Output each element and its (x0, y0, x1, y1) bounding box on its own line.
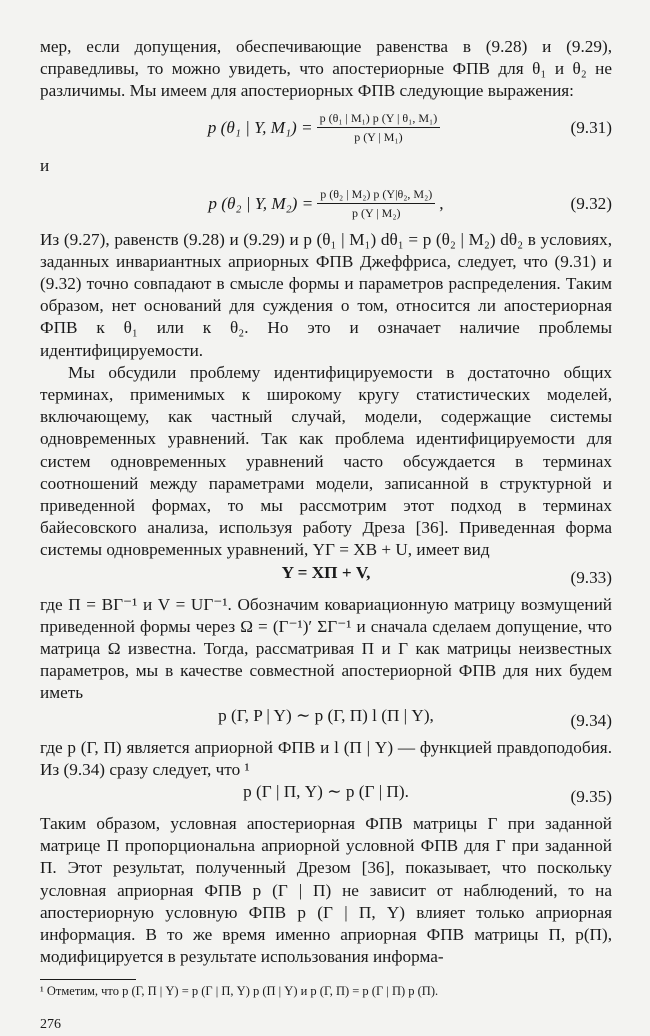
equation-9-31-lhs: p (θ₁ | Y, M₁) = (207, 117, 313, 137)
equation-9-32-denominator: p (Y | M₂) (352, 206, 401, 221)
equation-9-33-expr: Y = XΠ + V, (281, 562, 371, 582)
equation-9-32-numerator: p (θ₂ | M₂) p (Y|θ₂, M₂) (317, 187, 435, 204)
equation-9-34-label: (9.34) (570, 710, 612, 730)
footnote: ¹ Отметим, что p (Γ, Π | Y) = p (Γ | Π, Y) p (Π | Y) и p (Γ, Π) = p (Γ | Π) p (Π). (40, 983, 439, 998)
paragraph-1: мер, если допущения, обеспечивающие равенства в (9.28) и (9.29), справедливы, то можно увидеть, что апостериорные ФПВ для θ₁ и θ₂ не различимы. Мы имеем для апостериорных ФПВ следующие выражения: (40, 37, 612, 101)
paragraph-6: Таким образом, условная апостериорная ФПВ матрицы Γ при заданной матрице Π пропорциональна априорной условной ФПВ для Γ при заданной Π. Этот результат, полученный Дрезом [36], показывает, что поскольку условная априорная ФПВ p (Γ | Π) не зависит от наблюдений, то на апостериорную условную ФПВ p (Γ | Π, Y) влияет только априорная информация. В то же время именно априорная ФПВ матрицы Π, p(Π), модифицируется в результате использования информа- (40, 814, 612, 967)
equation-9-32-comma: , (439, 193, 444, 213)
equation-9-35-label: (9.35) (570, 786, 612, 806)
equation-9-31 (40, 103, 612, 153)
equation-9-35-expr: p (Γ | Π, Y) ∼ p (Γ | Π). (243, 782, 409, 802)
equation-9-31-denominator: p (Y | M₁) (354, 130, 403, 145)
equation-9-32 (40, 179, 612, 229)
equation-9-31-label: (9.31) (570, 117, 612, 137)
equation-9-32-fraction (317, 187, 435, 220)
paragraph-2: Из (9.27), равенств (9.28) и (9.29) и p (θ₁ | M₁) dθ₁ = p (θ₂ | M₂) dθ₂ в условиях, заданных инвариантных априорных ФПВ Джеффриса, следует, что (9.31) и (9.32) точно совпадают в смысле формы и параметров распределения. Таким образом, нет оснований для суждения о том, относится ли апостериорная ФПВ к θ₁ или к θ₂. Но это и означает наличие проблемы идентифицируемости. (40, 229, 612, 360)
paragraph-4: где Π = BΓ⁻¹ и V = UΓ⁻¹. Обозначим ковариационную матрицу возмущений приведенной формы через Ω = (Γ⁻¹)′ ΣΓ⁻¹ и сначала сделаем допущение, что матрица Ω известна. Тогда, рассматривая Π и Γ как матрицы неизвестных параметров, мы в качестве совместной апостериорной ФПВ для них будем иметь (40, 594, 612, 703)
equation-9-34 (40, 705, 612, 737)
page (40, 36, 612, 1036)
equation-9-33 (40, 562, 612, 594)
paragraph-3: Мы обсудили проблему идентифицируемости в достаточно общих терминах, применимых к широкому кругу статистических моделей, включающему, как частный случай, модели, содержащие системы одновременных уравнений. Так как проблема идентифицируемости для систем одновременных уравнений часто обсуждается в терминах соотношений между параметрами модели, записанной в структурной и приведенной формах, то мы рассмотрим этот подход в терминах байесовского анализа, используя работу Дреза [36]. Приведенная форма системы одновременных уравнений, YΓ = XB + U, имеет вид (40, 362, 612, 560)
equation-9-31-numerator: p (θ₁ | M₁) p (Y | θ₁, M₁) (317, 111, 441, 128)
page-number: 276 (40, 1016, 61, 1032)
equation-9-34-expr: p (Γ, P | Y) ∼ p (Γ, Π) l (Π | Y), (218, 705, 434, 725)
paragraph-5: где p (Γ, Π) является априорной ФПВ и l (Π | Y) — функцией правдоподобия. Из (9.34) сразу следует, что ¹ (40, 737, 612, 779)
equation-9-32-label: (9.32) (570, 193, 612, 213)
footnote-divider (40, 979, 136, 980)
equation-9-35 (40, 781, 612, 813)
equation-9-31-fraction (317, 111, 441, 144)
equation-9-32-lhs: p (θ₂ | Y, M₂) = (208, 193, 314, 213)
equation-9-33-label: (9.33) (570, 567, 612, 587)
conjunction: и (40, 155, 50, 175)
